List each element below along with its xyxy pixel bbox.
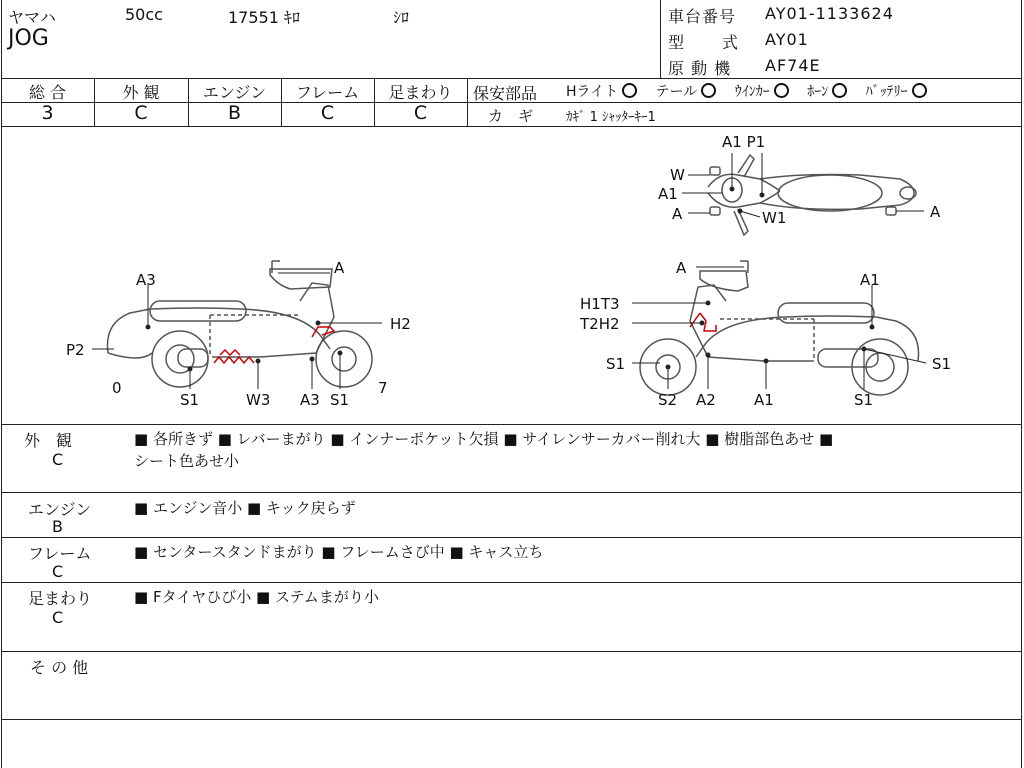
grade-value-frame: C (320, 102, 335, 124)
ok-circle-icon (701, 83, 716, 98)
maker: ヤマハ (8, 8, 56, 27)
label-top-w: W (670, 166, 685, 184)
safety-label: 保安部品 (473, 84, 538, 103)
ok-circle-icon (774, 83, 789, 98)
body-color: ｼﾛ (393, 8, 410, 27)
scooter-top-view-icon (708, 155, 916, 235)
detail-text-exterior: ■ 各所きず ■ レバーまがり ■ インナーポケット欠損 ■ サイレンサーカバー削れ大 ■ 樹脂部色あせ ■ (134, 430, 834, 448)
ok-circle-icon (622, 83, 637, 98)
type-value: AY01 (765, 30, 809, 49)
label-right-t2h2: T2H2 (580, 315, 620, 333)
label-right-s2: S2 (658, 391, 678, 409)
mileage: 17551 ｷﾛ (228, 8, 300, 27)
ok-circle-icon (912, 83, 927, 98)
label-left-0: 0 (112, 379, 122, 397)
safety-battery: ﾊﾞｯﾃﾘｰ (866, 84, 927, 100)
label-left-a3: A3 (300, 391, 320, 409)
safety-items (566, 81, 927, 101)
grade-label-frame: フレーム (295, 83, 360, 102)
detail-grade-engine: B (52, 517, 63, 536)
label-right-a-top: A (676, 259, 687, 277)
grade-value-exterior: C (134, 102, 148, 124)
ok-circle-icon (832, 83, 847, 98)
label-left-s1: S1 (180, 391, 200, 409)
detail-category-engine: エンジン (28, 500, 92, 519)
safety-winker: ｳｲﾝｶｰ (735, 84, 789, 100)
detail-text-exterior-cont: シート色あせ小 (134, 452, 240, 470)
label-right-a2: A2 (696, 391, 716, 409)
grade-label-exterior: 外 観 (122, 83, 160, 102)
label-left-s1b: S1 (330, 391, 350, 409)
label-right-s1-left: S1 (606, 355, 626, 373)
grade-value-suspension: C (413, 102, 428, 124)
label-left-h2: H2 (390, 315, 411, 333)
detail-grade-exterior: C (52, 450, 64, 469)
damage-mark-h2-left (312, 327, 334, 337)
label-right-a1-top: A1 (860, 271, 880, 289)
diagram-bottom-line (1, 424, 1022, 425)
grade-col-line-5 (467, 78, 468, 126)
label-top-a-right: A (930, 203, 941, 221)
label-top-a1p1: A1 P1 (722, 133, 766, 151)
detail-category-suspension: 足まわり (28, 589, 93, 608)
type-label: 型 式 (668, 33, 741, 52)
label-top-w1: W1 (762, 209, 787, 227)
grade-value-engine: B (227, 102, 242, 124)
label-top-a1: A1 (658, 185, 678, 203)
label-right-s1-right: S1 (932, 355, 952, 373)
label-left-p2: P2 (66, 341, 85, 359)
safety-horn: ﾎｰﾝ (807, 84, 847, 100)
detail-line-1 (1, 492, 1022, 493)
detail-line-4 (1, 651, 1022, 652)
label-right-h1t3: H1T3 (580, 295, 620, 313)
label-top-a-left: A (672, 205, 683, 223)
detail-text-suspension: ■ Fタイヤひび小 ■ ステムまがり小 (134, 588, 379, 606)
model-name: JOG (8, 26, 49, 51)
detail-line-2 (1, 537, 1022, 538)
detail-category-frame: フレーム (28, 544, 92, 563)
key-label: カ ギ (488, 107, 534, 125)
frame-no-label: 車台番号 (668, 7, 737, 26)
frame-no-value: AY01-1133624 (765, 4, 894, 23)
label-left-w3: W3 (246, 391, 271, 409)
detail-grade-frame: C (52, 562, 64, 581)
grade-value-overall: 3 (41, 102, 54, 124)
displacement: 50cc (125, 5, 163, 24)
grade-label-overall: 総 合 (28, 83, 67, 102)
grade-label-suspension: 足まわり (388, 83, 453, 102)
label-right-a1: A1 (754, 391, 774, 409)
detail-line-3 (1, 582, 1022, 583)
label-left-a3-top: A3 (136, 271, 156, 289)
safety-tail: テール (656, 84, 717, 100)
key-value: ｶｷﾞ 1 ｼｬｯﾀｰｷｰ1 (566, 110, 656, 125)
detail-category-exterior: 外 観 (24, 431, 73, 450)
detail-category-other: そ の 他 (30, 658, 89, 677)
label-left-7: 7 (378, 379, 388, 397)
grade-label-engine: エンジン (202, 83, 267, 102)
header-bottom-line (1, 78, 1022, 79)
safety-headlight: Hライト (566, 84, 637, 100)
label-right-s1-bottom: S1 (854, 391, 874, 409)
damage-diagram (0, 127, 1022, 423)
engine-value: AF74E (765, 56, 821, 75)
detail-text-frame: ■ センタースタンドまがり ■ フレームさび中 ■ キャス立ち (134, 543, 544, 561)
label-left-a-top: A (334, 259, 345, 277)
detail-line-5 (1, 719, 1022, 720)
detail-text-engine: ■ エンジン音小 ■ キック戻らず (134, 499, 356, 517)
engine-label: 原 動 機 (668, 59, 732, 78)
header-divider (660, 0, 661, 78)
detail-grade-suspension: C (52, 608, 64, 627)
